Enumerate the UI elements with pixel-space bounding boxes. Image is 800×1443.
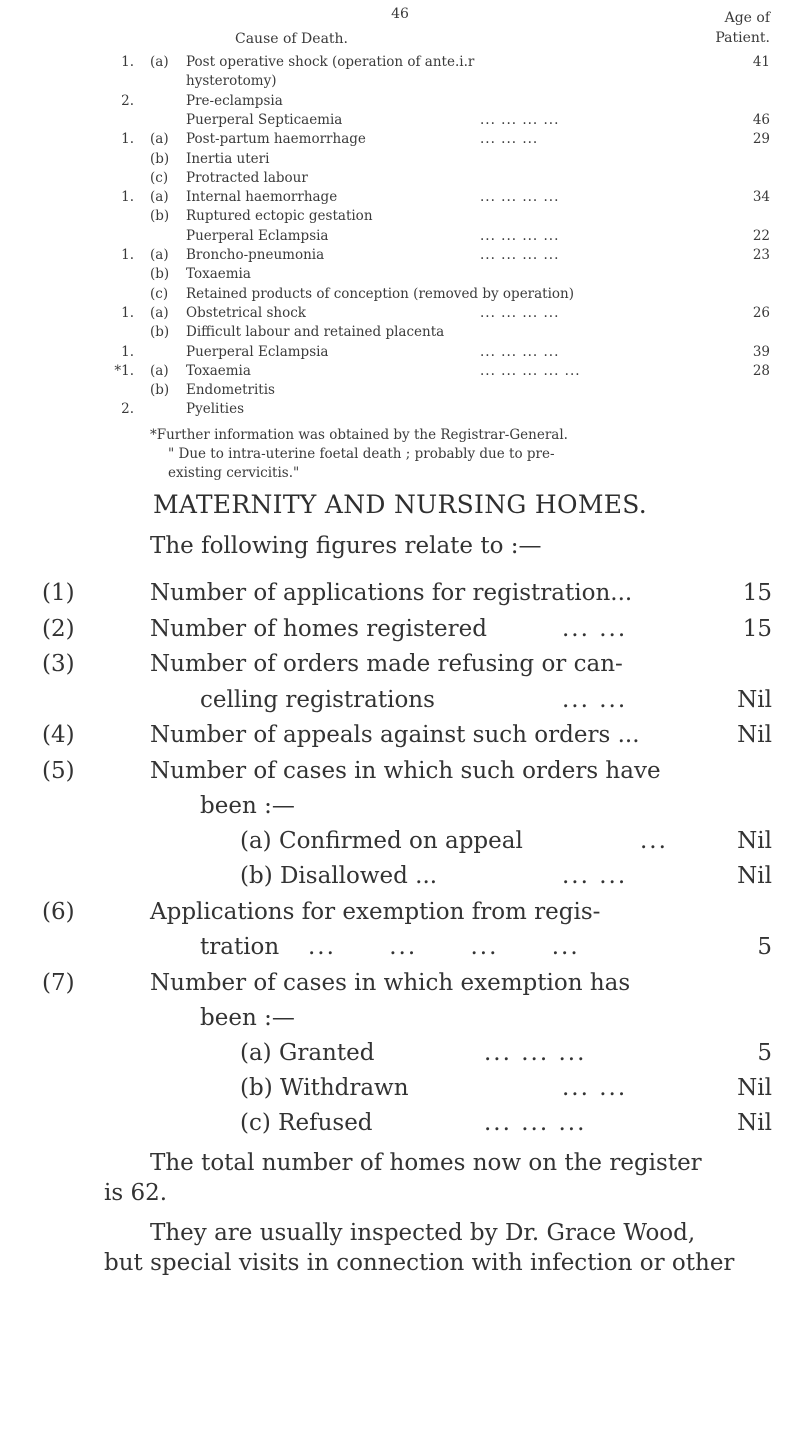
leader-dots: ... ... <box>562 863 628 889</box>
death-cause-row <box>0 284 800 304</box>
footnote-line3: existing cervicitis." <box>168 465 300 481</box>
sub-item-value: Nil <box>737 828 772 854</box>
footnote-line2: " Due to intra-uterine foetal death ; probably due to pre- <box>168 446 555 462</box>
patient-age: 29 <box>752 131 770 148</box>
item-text: Number of homes registered <box>150 616 487 642</box>
item-value: 15 <box>742 616 772 642</box>
item-number: (6) <box>42 899 75 925</box>
leader-dots: ... ... ... ... <box>480 111 560 128</box>
cause-text: Ruptured ectopic gestation <box>186 208 373 225</box>
sub-item-letter: (a) <box>150 54 169 70</box>
death-cause-row <box>0 149 800 169</box>
cause-text: Pre-eclampsia <box>186 92 283 109</box>
death-count: 2. <box>121 401 134 418</box>
sub-item-text: (b) Withdrawn <box>240 1075 409 1101</box>
death-count: 2. <box>121 92 134 109</box>
cause-text: Internal haemorrhage <box>186 189 338 206</box>
cause-text: Inertia uteri <box>186 150 270 167</box>
item-number: (4) <box>42 722 75 748</box>
leader-dots: ... ... ... ... ... <box>480 362 581 379</box>
item-number: (3) <box>42 651 75 677</box>
item-text: Number of cases in which such orders have <box>150 758 661 784</box>
cause-text: hysterotomy) <box>186 73 277 90</box>
leader-dots: ... ... <box>562 616 628 642</box>
item-text: Number of applications for registration... <box>150 580 633 606</box>
item-text: Number of appeals against such orders ... <box>150 722 640 748</box>
cause-text: Puerperal Septicaemia <box>186 111 343 128</box>
death-count: 1. <box>121 304 134 321</box>
leader-dots: ... ... ... ... <box>480 189 560 206</box>
patient-age: 34 <box>752 189 770 206</box>
death-cause-row <box>0 187 800 207</box>
leader-dots: ... ... ... ... <box>480 343 560 360</box>
sub-item-letter: (c) <box>150 285 169 302</box>
patient-age: 46 <box>752 111 770 128</box>
item-text-continued: been :— <box>200 793 295 819</box>
sub-item-value: Nil <box>737 863 772 889</box>
paragraph-1-line1: The total number of homes now on the register <box>150 1150 702 1176</box>
sub-item-letter: (b) <box>150 208 170 225</box>
death-cause-row <box>0 399 800 419</box>
page-number: 46 <box>391 6 409 22</box>
sub-item-letter: (a) <box>150 304 169 321</box>
sub-item-text: (c) Refused <box>240 1110 373 1136</box>
death-count: 1. <box>121 54 134 70</box>
leader-dots: ... ... ... <box>484 1110 587 1136</box>
item-text-continued: celling registrations <box>200 687 435 713</box>
paragraph-2-line1: They are usually inspected by Dr. Grace Wood, <box>150 1220 696 1246</box>
item-number: (7) <box>42 970 75 996</box>
paragraph-2-line2: but special visits in connection with infection or other <box>104 1250 735 1276</box>
sub-item-letter: (b) <box>150 150 170 167</box>
cause-text: Pyelities <box>186 401 244 418</box>
intro-text: The following figures relate to :— <box>150 533 542 559</box>
cause-text: Protracted labour <box>186 169 308 186</box>
death-cause-row <box>0 91 800 111</box>
death-count: 1. <box>121 343 134 360</box>
cause-text: Broncho-pneumonia <box>186 247 325 263</box>
death-cause-row <box>0 361 800 381</box>
cause-text: Obstetrical shock <box>186 304 306 321</box>
age-header-line2: Patient. <box>715 30 770 46</box>
item-value: Nil <box>737 722 772 748</box>
item-value: Nil <box>737 687 772 713</box>
patient-age: 23 <box>752 247 770 263</box>
leader-dots: ... ... ... <box>480 131 539 148</box>
item-value: 5 <box>757 934 772 960</box>
death-count: 1. <box>121 189 134 206</box>
death-cause-row <box>0 52 800 72</box>
death-cause-row <box>0 71 800 91</box>
death-cause-row <box>0 168 800 188</box>
death-count: *1. <box>114 362 134 379</box>
item-text: Number of cases in which exemption has <box>150 970 631 996</box>
death-cause-row <box>0 342 800 362</box>
leader-dots: ... ... <box>562 687 628 713</box>
sub-item-text: (a) Confirmed on appeal <box>240 828 523 854</box>
patient-age: 26 <box>752 304 770 321</box>
item-number: (2) <box>42 616 75 642</box>
death-cause-row <box>0 129 800 149</box>
sub-item-value: 5 <box>757 1040 772 1066</box>
leader-dots: ... ... ... ... <box>480 227 560 244</box>
sub-item-letter: (b) <box>150 382 170 399</box>
sub-item-text: (b) Disallowed ... <box>240 863 438 889</box>
sub-item-letter: (a) <box>150 131 169 148</box>
death-cause-row <box>0 303 800 323</box>
death-cause-row <box>0 380 800 400</box>
cause-text: Difficult labour and retained placenta <box>186 324 445 341</box>
age-header-line1: Age of <box>724 10 770 26</box>
patient-age: 28 <box>752 362 770 379</box>
item-text-continued: been :— <box>200 1005 295 1031</box>
leader-dots: ... <box>640 828 668 854</box>
item-number: (1) <box>42 580 75 606</box>
sub-item-letter: (b) <box>150 324 170 341</box>
cause-text: Toxaemia <box>186 266 251 283</box>
death-count: 1. <box>121 131 134 148</box>
sub-item-letter: (a) <box>150 247 169 263</box>
leader-dots: ... ... ... ... <box>480 304 560 321</box>
patient-age: 22 <box>752 227 770 244</box>
item-text-continued: tration <box>200 934 280 960</box>
sub-item-value: Nil <box>737 1075 772 1101</box>
death-cause-row <box>0 322 800 342</box>
sub-item-letter: (a) <box>150 362 169 379</box>
cause-text: Puerperal Eclampsia <box>186 227 329 244</box>
death-cause-row <box>0 110 800 130</box>
patient-age: 39 <box>752 343 770 360</box>
leader-dots: ... ... ... ... <box>308 934 580 960</box>
leader-dots: ... ... <box>562 1075 628 1101</box>
cause-text: Puerperal Eclampsia <box>186 343 329 360</box>
item-value: 15 <box>742 580 772 606</box>
leader-dots: ... ... ... <box>484 1040 587 1066</box>
footnote-line1: *Further information was obtained by the Registrar-General. <box>150 427 568 443</box>
item-text: Applications for exemption from regis- <box>150 899 601 925</box>
cause-text: Toxaemia <box>186 362 251 379</box>
sub-item-letter: (a) <box>150 189 169 206</box>
death-count: 1. <box>121 247 134 263</box>
cause-text: Retained products of conception (removed by operation) <box>186 285 575 302</box>
leader-dots: ... ... ... ... <box>480 247 560 263</box>
item-text: Number of orders made refusing or can- <box>150 651 623 677</box>
patient-age: 41 <box>752 54 770 70</box>
sub-item-letter: (c) <box>150 169 169 186</box>
sub-item-text: (a) Granted <box>240 1040 375 1066</box>
death-cause-row <box>0 245 800 265</box>
cause-text: Endometritis <box>186 382 275 399</box>
sub-item-letter: (b) <box>150 266 170 283</box>
death-cause-row <box>0 206 800 226</box>
death-cause-row <box>0 226 800 246</box>
death-cause-row <box>0 264 800 284</box>
section-title: MATERNITY AND NURSING HOMES. <box>152 490 648 519</box>
cause-header: Cause of Death. <box>235 31 349 47</box>
cause-text: Post operative shock (operation of ante.i.r <box>186 54 475 70</box>
cause-text: Post-partum haemorrhage <box>186 131 366 148</box>
paragraph-1-line2: is 62. <box>104 1180 168 1206</box>
sub-item-value: Nil <box>737 1110 772 1136</box>
item-number: (5) <box>42 758 75 784</box>
